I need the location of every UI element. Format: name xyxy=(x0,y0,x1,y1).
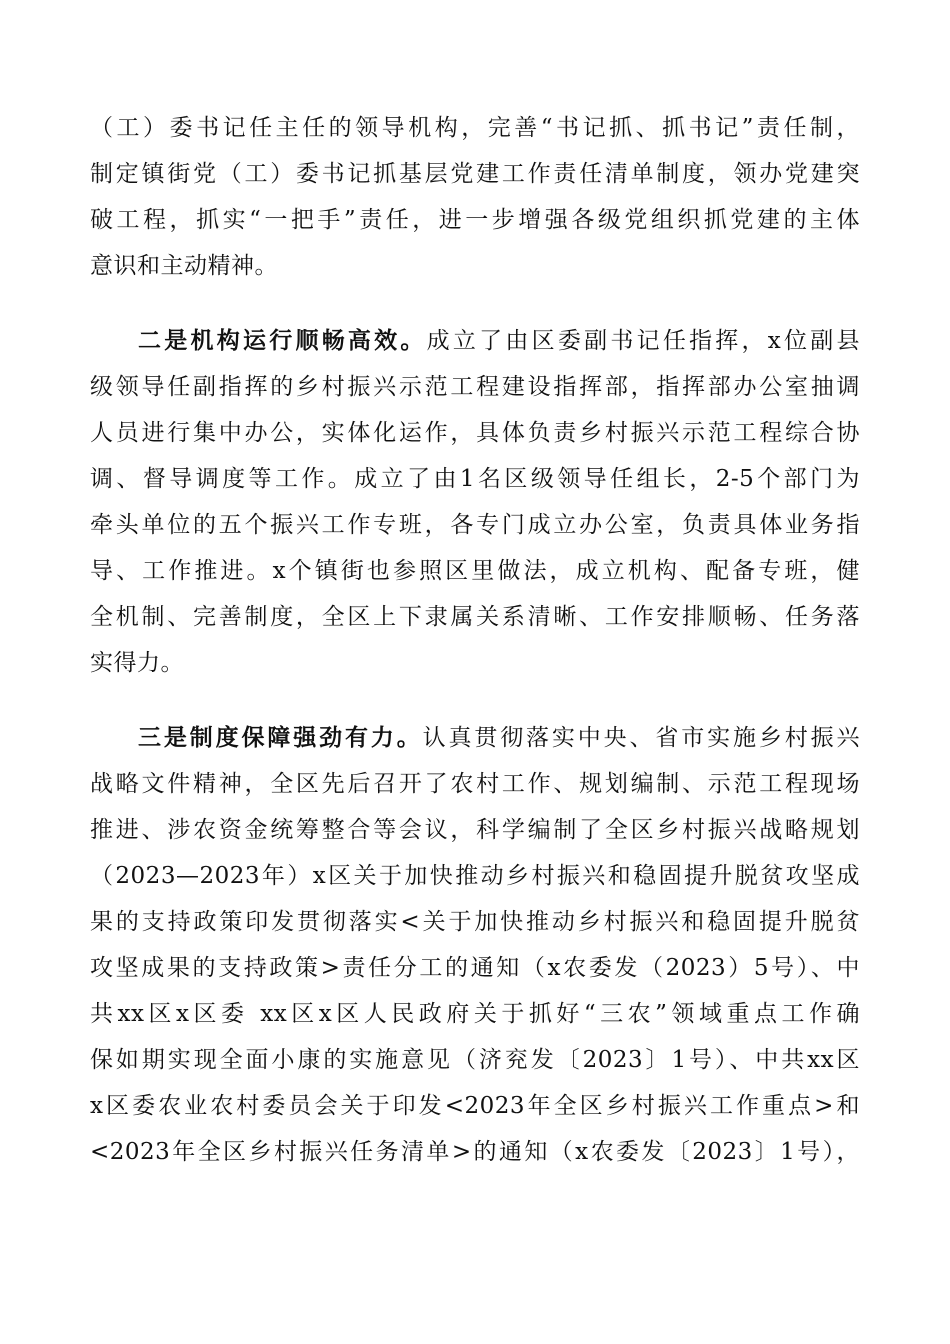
paragraph-3-line-8: 保如期实现全面小康的实施意见（济兖发〔2023〕1号）、中共xx区 xyxy=(90,1047,860,1073)
paragraph-2-line-5: 牵头单位的五个振兴工作专班，各专门成立办公室，负责具体业务指 xyxy=(90,512,860,538)
paragraph-3-lead: 三是制度保障强劲有力。 xyxy=(138,725,423,751)
paragraph-2-line-3: 人员进行集中办公，实体化运作，具体负责乡村振兴示范工程综合协 xyxy=(90,420,860,446)
paragraph-3-first-rest: 认真贯彻落实中央、省市实施乡村振兴 xyxy=(422,725,861,751)
paragraph-2-line-1 xyxy=(138,319,860,363)
paragraph-1-line-3: 破工程，抓实“一把手”责任，进一步增强各级党组织抓党建的主体 xyxy=(90,207,860,233)
paragraph-2-line-6: 导、工作推进。x个镇街也参照区里做法，成立机构、配备专班，健 xyxy=(90,558,860,584)
paragraph-2-lead: 二是机构运行顺畅高效。 xyxy=(138,328,427,354)
paragraph-2-first-rest: 成立了由区委副书记任指挥，x位副县 xyxy=(426,328,860,354)
paragraph-2-line-7: 全机制、完善制度，全区上下隶属关系清晰、工作安排顺畅、任务落 xyxy=(90,604,860,630)
paragraph-3-line-9: x区委农业农村委员会关于印发<2023年全区乡村振兴工作重点>和 xyxy=(90,1093,860,1119)
paragraph-3-line-2: 战略文件精神，全区先后召开了农村工作、规划编制、示范工程现场 xyxy=(90,771,860,797)
paragraph-2-line-8: 实得力。 xyxy=(90,650,184,676)
paragraph-3-line-7: 共xx区x区委 xx区x区人民政府关于抓好“三农”领域重点工作确 xyxy=(90,1001,860,1027)
paragraph-1-line-4: 意识和主动精神。 xyxy=(90,253,278,279)
paragraph-3-line-6: 攻坚成果的支持政策>责任分工的通知（x农委发（2023）5号）、中 xyxy=(90,955,860,981)
paragraph-1-line-1: （工）委书记任主任的领导机构，完善“书记抓、抓书记”责任制， xyxy=(90,115,860,141)
paragraph-3-line-3: 推进、涉农资金统筹整合等会议，科学编制了全区乡村振兴战略规划 xyxy=(90,817,860,843)
paragraph-2-line-4: 调、督导调度等工作。成立了由1名区级领导任组长，2-5个部门为 xyxy=(90,466,860,492)
paragraph-3-line-10: <2023年全区乡村振兴任务清单>的通知（x农委发〔2023〕1号）， xyxy=(90,1139,860,1165)
paragraph-3-line-1 xyxy=(138,716,860,760)
paragraph-3-line-5: 果的支持政策印发贯彻落实<关于加快推动乡村振兴和稳固提升脱贫 xyxy=(90,909,860,935)
paragraph-1-line-2: 制定镇街党（工）委书记抓基层党建工作责任清单制度，领办党建突 xyxy=(90,161,860,187)
paragraph-3-line-4: （2023—2023年）x区关于加快推动乡村振兴和稳固提升脱贫攻坚成 xyxy=(90,863,860,889)
paragraph-2-line-2: 级领导任副指挥的乡村振兴示范工程建设指挥部，指挥部办公室抽调 xyxy=(90,374,860,400)
